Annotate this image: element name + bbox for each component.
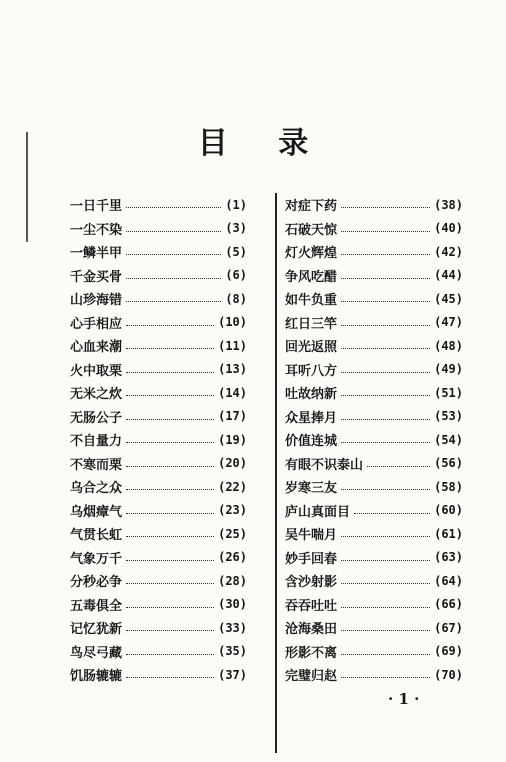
dot-leader	[126, 231, 221, 232]
entry-page: (11)	[218, 338, 247, 353]
entry-title: 完璧归赵	[285, 669, 338, 685]
entry-title: 回光返照	[285, 340, 338, 356]
dot-leader	[341, 583, 430, 584]
entry-title: 气贯长虹	[70, 528, 123, 544]
dot-leader	[126, 536, 214, 537]
page-title: 目 录	[197, 126, 329, 161]
toc-entry	[70, 475, 247, 499]
entry-title: 红日三竿	[285, 316, 338, 332]
dot-leader	[354, 513, 430, 514]
dot-leader	[126, 607, 214, 608]
entry-page: (10)	[218, 315, 247, 330]
toc-entry	[70, 569, 247, 593]
dot-leader	[341, 489, 430, 490]
entry-title: 吴牛喘月	[285, 528, 338, 544]
dot-leader	[341, 301, 430, 302]
entry-page: (69)	[434, 644, 463, 659]
toc-entry	[70, 663, 247, 687]
toc-entry	[70, 428, 247, 452]
entry-title: 无肠公子	[70, 410, 123, 426]
entry-page: (58)	[434, 479, 463, 494]
dot-leader	[341, 654, 430, 655]
dot-leader	[341, 231, 430, 232]
entry-title: 沧海桑田	[285, 622, 338, 638]
entry-title: 乌烟瘴气	[70, 504, 123, 520]
entry-page: (19)	[218, 432, 247, 447]
toc-entry	[70, 217, 247, 241]
entry-title: 价值连城	[285, 434, 338, 450]
entry-title: 吞吞吐吐	[285, 598, 338, 614]
entry-title: 如牛负重	[285, 293, 338, 309]
dot-leader	[341, 254, 430, 255]
toc-entry	[70, 616, 247, 640]
entry-page: (44)	[434, 268, 463, 283]
toc-entry	[285, 193, 463, 217]
entry-title: 含沙射影	[285, 575, 338, 591]
entry-page: (63)	[434, 550, 463, 565]
dot-leader	[126, 560, 214, 561]
toc-entry	[285, 358, 463, 382]
toc-entry	[285, 311, 463, 335]
toc-entry	[70, 311, 247, 335]
entry-page: (61)	[434, 526, 463, 541]
toc-entry	[285, 546, 463, 570]
toc-entry	[285, 569, 463, 593]
entry-page: (47)	[434, 315, 463, 330]
entry-page: (40)	[434, 221, 463, 236]
entry-page: (26)	[218, 550, 247, 565]
entry-page: (54)	[434, 432, 463, 447]
toc-left-column	[70, 193, 247, 687]
entry-page: (60)	[434, 503, 463, 518]
toc-entry	[70, 240, 247, 264]
entry-title: 心手相应	[70, 316, 123, 332]
entry-title: 岁寒三友	[285, 481, 338, 497]
entry-page: (8)	[225, 291, 247, 306]
toc-entry	[70, 334, 247, 358]
toc-entry	[285, 334, 463, 358]
dot-leader	[126, 278, 221, 279]
entry-page: (20)	[218, 456, 247, 471]
dot-leader	[126, 372, 214, 373]
dot-leader	[126, 466, 214, 467]
entry-title: 一鳞半甲	[70, 246, 123, 262]
dot-leader	[341, 677, 430, 678]
toc-entry	[285, 522, 463, 546]
entry-title: 气象万千	[70, 551, 123, 567]
entry-page: (45)	[434, 291, 463, 306]
toc-entry	[285, 475, 463, 499]
entry-page: (70)	[434, 667, 463, 682]
entry-page: (25)	[218, 526, 247, 541]
entry-title: 吐故纳新	[285, 387, 338, 403]
toc-entry	[70, 546, 247, 570]
toc-entry	[285, 640, 463, 664]
entry-page: (67)	[434, 620, 463, 635]
toc-entry	[70, 381, 247, 405]
entry-title: 鸟尽弓藏	[70, 645, 123, 661]
toc-entry	[285, 240, 463, 264]
dot-leader	[126, 254, 221, 255]
dot-leader	[341, 442, 430, 443]
entry-page: (48)	[434, 338, 463, 353]
toc-entry	[285, 593, 463, 617]
dot-leader	[126, 325, 214, 326]
table-of-contents	[70, 193, 462, 753]
dot-leader	[341, 630, 430, 631]
entry-page: (1)	[225, 197, 247, 212]
toc-entry	[70, 287, 247, 311]
toc-entry	[70, 522, 247, 546]
toc-entry	[285, 499, 463, 523]
entry-page: (53)	[434, 409, 463, 424]
dot-leader	[341, 607, 430, 608]
dot-leader	[126, 677, 214, 678]
entry-title: 灯火辉煌	[285, 246, 338, 262]
dot-leader	[367, 466, 430, 467]
dot-leader	[341, 207, 430, 208]
entry-title: 众星捧月	[285, 410, 338, 426]
entry-page: (51)	[434, 385, 463, 400]
entry-page: (14)	[218, 385, 247, 400]
entry-page: (49)	[434, 362, 463, 377]
entry-title: 不寒而栗	[70, 457, 123, 473]
entry-title: 石破天惊	[285, 222, 338, 238]
entry-title: 乌合之众	[70, 481, 123, 497]
dot-leader	[341, 536, 430, 537]
entry-page: (37)	[218, 667, 247, 682]
entry-title: 分秒必争	[70, 575, 123, 591]
entry-page: (35)	[218, 644, 247, 659]
entry-title: 一尘不染	[70, 222, 123, 238]
toc-entry	[285, 405, 463, 429]
dot-leader	[126, 419, 214, 420]
entry-title: 记忆犹新	[70, 622, 123, 638]
entry-page: (3)	[225, 221, 247, 236]
toc-entry	[70, 640, 247, 664]
entry-title: 无米之炊	[70, 387, 123, 403]
entry-title: 一日千里	[70, 199, 123, 215]
entry-page: (23)	[218, 503, 247, 518]
entry-page: (6)	[225, 268, 247, 283]
entry-title: 耳听八方	[285, 363, 338, 379]
page-number: · 1 ·	[388, 690, 420, 708]
toc-entry	[285, 264, 463, 288]
entry-page: (22)	[218, 479, 247, 494]
entry-title: 心血来潮	[70, 340, 123, 356]
entry-page: (28)	[218, 573, 247, 588]
toc-entry	[70, 358, 247, 382]
toc-entry	[70, 499, 247, 523]
toc-entry	[70, 264, 247, 288]
toc-entry	[285, 616, 463, 640]
entry-title: 对症下药	[285, 199, 338, 215]
column-divider	[275, 193, 277, 753]
dot-leader	[126, 395, 214, 396]
entry-title: 形影不离	[285, 645, 338, 661]
dot-leader	[126, 348, 214, 349]
entry-title: 争风吃醋	[285, 269, 338, 285]
entry-title: 妙手回春	[285, 551, 338, 567]
dot-leader	[126, 513, 214, 514]
dot-leader	[341, 372, 430, 373]
dot-leader	[341, 560, 430, 561]
dot-leader	[126, 301, 221, 302]
entry-title: 饥肠辘辘	[70, 669, 123, 685]
entry-page: (64)	[434, 573, 463, 588]
dot-leader	[341, 348, 430, 349]
toc-entry	[285, 428, 463, 452]
toc-entry	[285, 287, 463, 311]
entry-title: 庐山真面目	[285, 504, 351, 520]
entry-title: 千金买骨	[70, 269, 123, 285]
entry-title: 火中取栗	[70, 363, 123, 379]
toc-entry	[285, 663, 463, 687]
entry-page: (56)	[434, 456, 463, 471]
toc-right-column	[285, 193, 463, 687]
toc-entry	[70, 405, 247, 429]
entry-page: (33)	[218, 620, 247, 635]
toc-entry	[70, 452, 247, 476]
entry-page: (5)	[225, 244, 247, 259]
toc-entry	[285, 381, 463, 405]
toc-entry	[285, 217, 463, 241]
dot-leader	[126, 654, 214, 655]
entry-page: (17)	[218, 409, 247, 424]
dot-leader	[126, 489, 214, 490]
entry-page: (66)	[434, 597, 463, 612]
entry-title: 不自量力	[70, 434, 123, 450]
toc-entry	[70, 593, 247, 617]
toc-entry	[285, 452, 463, 476]
entry-page: (30)	[218, 597, 247, 612]
entry-page: (42)	[434, 244, 463, 259]
dot-leader	[126, 630, 214, 631]
dot-leader	[126, 207, 221, 208]
entry-title: 山珍海错	[70, 293, 123, 309]
dot-leader	[126, 442, 214, 443]
dot-leader	[341, 325, 430, 326]
toc-entry	[70, 193, 247, 217]
entry-page: (13)	[218, 362, 247, 377]
dot-leader	[126, 583, 214, 584]
entry-title: 五毒俱全	[70, 598, 123, 614]
entry-title: 有眼不识泰山	[285, 457, 364, 473]
dot-leader	[341, 278, 430, 279]
dot-leader	[341, 395, 430, 396]
dot-leader	[341, 419, 430, 420]
entry-page: (38)	[434, 197, 463, 212]
